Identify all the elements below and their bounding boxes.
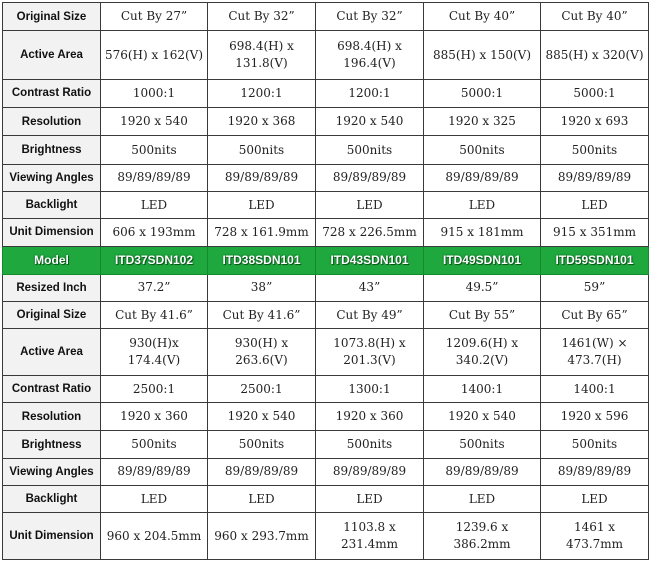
cell-value: LED (541, 486, 649, 513)
cell-value: 1920 x 540 (101, 108, 208, 136)
model-number: ITD59SDN101 (541, 246, 649, 274)
cell-value: 37.2” (101, 274, 208, 301)
row-unit-dimension (3, 219, 649, 246)
cell-value (208, 31, 316, 80)
row-resolution (3, 108, 649, 136)
cell-value: 1920 x 360 (316, 403, 424, 431)
cell-value: 500nits (424, 431, 541, 458)
cell-value: Cut By 55” (424, 302, 541, 329)
cell-value (541, 329, 649, 376)
model-number: ITD49SDN101 (424, 246, 541, 274)
row-viewing-angles (3, 458, 649, 485)
cell-line: 231.4mm (340, 537, 399, 552)
cell-value: 2500:1 (101, 375, 208, 402)
cell-value: 43” (316, 274, 424, 301)
row-resolution (3, 403, 649, 431)
row-brightness (3, 136, 649, 164)
cell-value (541, 513, 649, 560)
cell-value: 5000:1 (541, 79, 649, 107)
cell-value: 89/89/89/89 (316, 458, 424, 485)
row-label: Resolution (3, 108, 101, 136)
cell-value (316, 219, 424, 246)
cell-value (208, 513, 316, 560)
row-label: Unit Dimension (3, 219, 101, 246)
cell-value (316, 329, 424, 376)
cell-line: 201.3(V) (343, 353, 396, 368)
cell-line: 1073.8(H) x (333, 336, 406, 351)
row-original-size (3, 302, 649, 329)
cell-value (541, 219, 649, 246)
cell-value: LED (424, 191, 541, 218)
cell-line: 473.7(H) (567, 353, 622, 368)
cell-line: 576(H) x 162(V) (104, 47, 204, 62)
cell-value (101, 31, 208, 80)
row-active-area (3, 31, 649, 80)
cell-value: 1920 x 693 (541, 108, 649, 136)
row-contrast-ratio (3, 375, 649, 402)
cell-value: 1200:1 (316, 79, 424, 107)
cell-value (316, 513, 424, 560)
cell-value: 500nits (208, 136, 316, 164)
row-label: Original Size (3, 3, 101, 31)
cell-line: 1461 x 473.7mm (565, 520, 624, 552)
cell-value: 500nits (101, 431, 208, 458)
cell-value: 1920 x 596 (541, 403, 649, 431)
cell-value: 49.5” (424, 274, 541, 301)
cell-value: 1200:1 (208, 79, 316, 107)
cell-line: 1239.6 x 386.2mm (453, 520, 511, 552)
cell-line: 1461(W) × (561, 336, 628, 351)
cell-value: Cut By 41.6” (208, 302, 316, 329)
cell-line: 263.6(V) (235, 353, 288, 368)
cell-value: 1400:1 (424, 375, 541, 402)
spec-table (2, 2, 649, 560)
cell-value: 89/89/89/89 (101, 458, 208, 485)
cell-value: 89/89/89/89 (541, 458, 649, 485)
cell-value (101, 329, 208, 376)
row-brightness (3, 431, 649, 458)
cell-value: LED (101, 486, 208, 513)
cell-value: 500nits (424, 136, 541, 164)
row-original-size (3, 3, 649, 31)
cell-value: LED (316, 191, 424, 218)
cell-value (208, 329, 316, 376)
cell-value: 1920 x 360 (101, 403, 208, 431)
row-label: Backlight (3, 191, 101, 218)
cell-value (424, 219, 541, 246)
cell-value: 1920 x 540 (316, 108, 424, 136)
row-viewing-angles (3, 164, 649, 191)
cell-value: LED (208, 191, 316, 218)
cell-value: 89/89/89/89 (424, 458, 541, 485)
row-label: Viewing Angles (3, 164, 101, 191)
cell-value: 89/89/89/89 (208, 164, 316, 191)
cell-value (424, 513, 541, 560)
cell-line: 698.4(H) x (229, 39, 294, 54)
row-label: Resolution (3, 403, 101, 431)
cell-value: 500nits (101, 136, 208, 164)
model-label: Model (3, 246, 101, 274)
cell-value (541, 31, 649, 80)
cell-line: 885(H) x 150(V) (432, 47, 532, 62)
cell-value: LED (316, 486, 424, 513)
row-label: Unit Dimension (3, 513, 101, 560)
row-label: Active Area (3, 329, 101, 376)
cell-value (316, 31, 424, 80)
cell-line: 606 x 193mm (112, 224, 196, 239)
model-number: ITD43SDN101 (316, 246, 424, 274)
cell-value (101, 513, 208, 560)
row-label: Brightness (3, 136, 101, 164)
cell-value: Cut By 32” (316, 3, 424, 31)
cell-value: 1920 x 540 (208, 403, 316, 431)
row-label: Active Area (3, 31, 101, 80)
cell-value: Cut By 32” (208, 3, 316, 31)
cell-line: 196.4(V) (343, 56, 396, 71)
cell-line: 915 x 351mm (553, 224, 636, 239)
cell-value: 500nits (316, 431, 424, 458)
row-contrast-ratio (3, 79, 649, 107)
cell-value: 1920 x 368 (208, 108, 316, 136)
row-label: Viewing Angles (3, 458, 101, 485)
cell-value: 89/89/89/89 (541, 164, 649, 191)
cell-value (208, 219, 316, 246)
row-active-area (3, 329, 649, 376)
cell-value: 59” (541, 274, 649, 301)
cell-line: 1103.8 x (343, 520, 396, 535)
cell-value: 1000:1 (101, 79, 208, 107)
cell-line: 930(H)x (129, 336, 179, 351)
cell-line: 340.2(V) (455, 353, 509, 368)
cell-value: 89/89/89/89 (424, 164, 541, 191)
cell-value: LED (424, 486, 541, 513)
cell-value: Cut By 65” (541, 302, 649, 329)
cell-value: LED (101, 191, 208, 218)
cell-value: 89/89/89/89 (316, 164, 424, 191)
cell-line: 1209.6(H) x (445, 336, 519, 351)
row-label: Contrast Ratio (3, 79, 101, 107)
cell-line: 960 x 293.7mm (214, 528, 309, 543)
row-label: Original Size (3, 302, 101, 329)
cell-value: 89/89/89/89 (208, 458, 316, 485)
cell-value: 1300:1 (316, 375, 424, 402)
cell-value: 500nits (316, 136, 424, 164)
cell-value: Cut By 27” (101, 3, 208, 31)
cell-value: 38” (208, 274, 316, 301)
row-label: Brightness (3, 431, 101, 458)
cell-line: 915 x 181mm (440, 224, 524, 239)
cell-line: 930(H) x (234, 336, 289, 351)
cell-value: 5000:1 (424, 79, 541, 107)
cell-line: 728 x 161.9mm (214, 224, 309, 239)
cell-value: 1920 x 325 (424, 108, 541, 136)
cell-value: 1920 x 540 (424, 403, 541, 431)
row-model (3, 246, 649, 274)
cell-value: 89/89/89/89 (101, 164, 208, 191)
cell-line: 698.4(H) x (337, 39, 402, 54)
cell-value: Cut By 40” (541, 3, 649, 31)
cell-value: 2500:1 (208, 375, 316, 402)
row-backlight (3, 191, 649, 218)
cell-line: 728 x 226.5mm (322, 224, 417, 239)
cell-value (101, 219, 208, 246)
row-backlight (3, 486, 649, 513)
model-number: ITD37SDN102 (101, 246, 208, 274)
cell-line: 960 x 204.5mm (106, 528, 202, 543)
cell-value: 1400:1 (541, 375, 649, 402)
row-label: Backlight (3, 486, 101, 513)
row-label: Contrast Ratio (3, 375, 101, 402)
row-label: Resized Inch (3, 274, 101, 301)
cell-value: LED (208, 486, 316, 513)
row-resized-inch (3, 274, 649, 301)
cell-value: Cut By 41.6” (101, 302, 208, 329)
cell-line: 885(H) x 320(V) (545, 47, 644, 62)
cell-value (424, 31, 541, 80)
cell-line: 131.8(V) (235, 56, 288, 71)
cell-value: Cut By 49” (316, 302, 424, 329)
cell-value: 500nits (541, 136, 649, 164)
cell-value: 500nits (541, 431, 649, 458)
cell-value: Cut By 40” (424, 3, 541, 31)
model-number: ITD38SDN101 (208, 246, 316, 274)
cell-value: 500nits (208, 431, 316, 458)
cell-line: 174.4(V) (127, 353, 181, 368)
cell-value: LED (541, 191, 649, 218)
row-unit-dimension (3, 513, 649, 560)
cell-value (424, 329, 541, 376)
